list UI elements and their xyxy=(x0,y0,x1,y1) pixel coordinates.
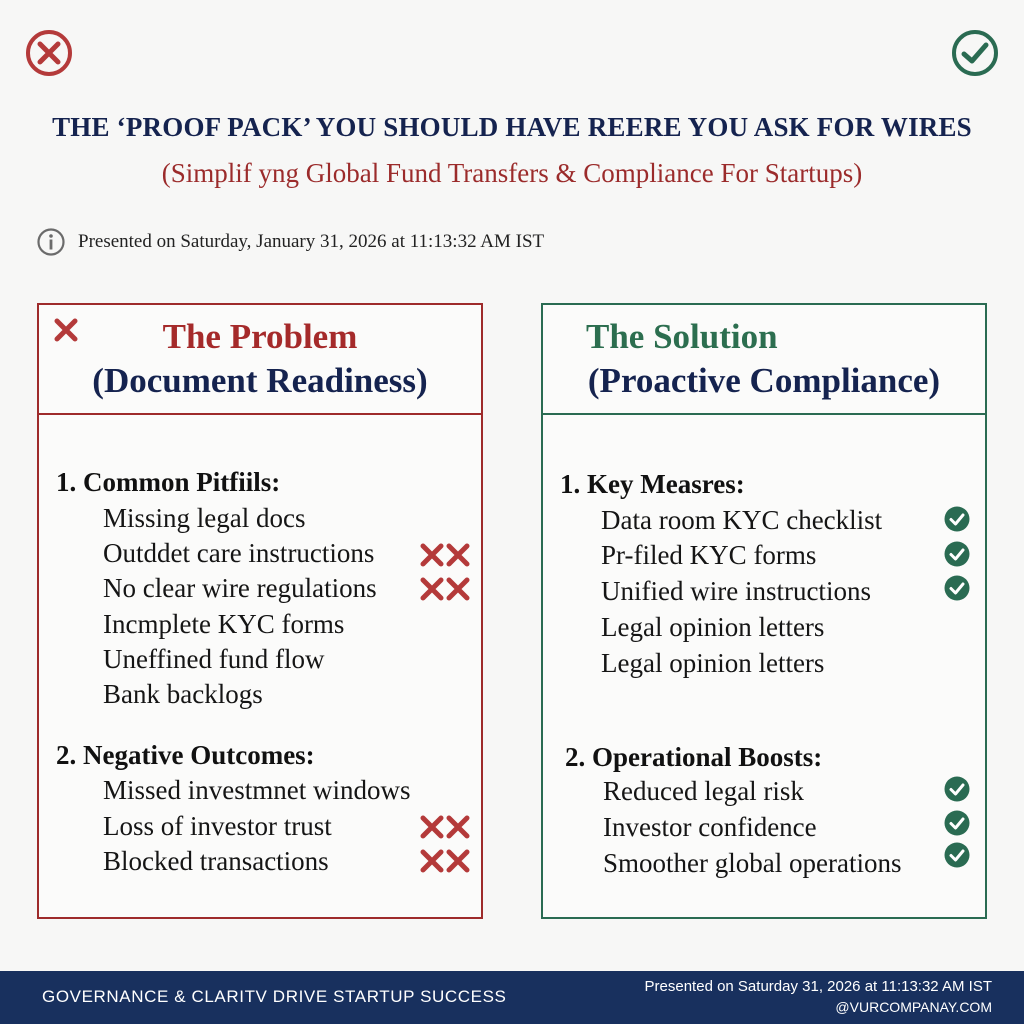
list-item: Missed investmnet windows xyxy=(103,775,411,805)
footer-handle: @VURCOMPANAY.COM xyxy=(835,999,992,1015)
list-item: Unified wire instructions xyxy=(601,576,871,606)
check-icon xyxy=(944,810,970,836)
double-x-icon xyxy=(419,542,471,568)
info-icon xyxy=(36,227,66,257)
list-item: Pr-filed KYC forms xyxy=(601,540,817,570)
list-item: No clear wire regulations xyxy=(103,573,377,603)
list-item: Investor confidence xyxy=(603,812,817,842)
double-x-icon xyxy=(419,848,471,874)
page-title: THE ‘PROOF PACK’ YOU SHOULD HAVE REERE YOU ASK FOR WIRES xyxy=(52,112,972,142)
page-subtitle: (Simplif yng Global Fund Transfers & Compliance For Startups) xyxy=(161,158,863,188)
check-icon xyxy=(944,575,970,601)
solution-subtitle: (Proactive Compliance) xyxy=(587,361,941,400)
list-item: Incmplete KYC forms xyxy=(103,609,345,639)
problem-section1-title: 1. Common Pitfiils: xyxy=(56,467,281,497)
list-item: Legal opinion letters xyxy=(601,612,825,642)
footer-presented: Presented on Saturday 31, 2026 at 11:13:32 AM IST xyxy=(644,978,992,995)
list-item: Missing legal docs xyxy=(103,503,306,533)
x-circle-icon xyxy=(24,28,74,78)
solution-header xyxy=(543,305,985,415)
presented-date: Presented on Saturday, January 31, 2026 at 11:13:32 AM IST xyxy=(78,231,545,252)
check-icon xyxy=(944,506,970,532)
double-x-icon xyxy=(419,576,471,602)
footer-bar xyxy=(0,971,1024,1024)
problem-panel xyxy=(37,303,483,919)
solution-title: The Solution xyxy=(586,317,778,356)
problem-subtitle: (Document Readiness) xyxy=(92,361,428,400)
presented-line xyxy=(36,226,544,258)
list-item: Outddet care instructions xyxy=(103,538,375,568)
solution-panel xyxy=(541,303,987,919)
problem-title: The Problem xyxy=(162,317,358,356)
problem-section2-title: 2. Negative Outcomes: xyxy=(56,740,315,770)
check-circle-icon xyxy=(950,28,1000,78)
list-item: Loss of investor trust xyxy=(103,811,332,841)
list-item: Legal opinion letters xyxy=(601,648,825,678)
footer-tagline: GOVERNANCE & CLARITV DRIVE STARTUP SUCCESS xyxy=(42,987,507,1006)
check-icon xyxy=(944,842,970,868)
double-x-icon xyxy=(419,814,471,840)
problem-header xyxy=(39,305,481,415)
list-item: Reduced legal risk xyxy=(603,776,804,806)
list-item: Data room KYC checklist xyxy=(601,505,883,535)
solution-section2-title: 2. Operational Boosts: xyxy=(565,742,823,772)
list-item: Uneffined fund flow xyxy=(103,644,325,674)
check-icon xyxy=(944,776,970,802)
check-icon xyxy=(944,541,970,567)
solution-section1-title: 1. Key Measres: xyxy=(560,469,745,499)
list-item: Blocked transactions xyxy=(103,846,329,876)
list-item: Smoother global operations xyxy=(603,848,902,878)
list-item: Bank backlogs xyxy=(103,679,263,709)
